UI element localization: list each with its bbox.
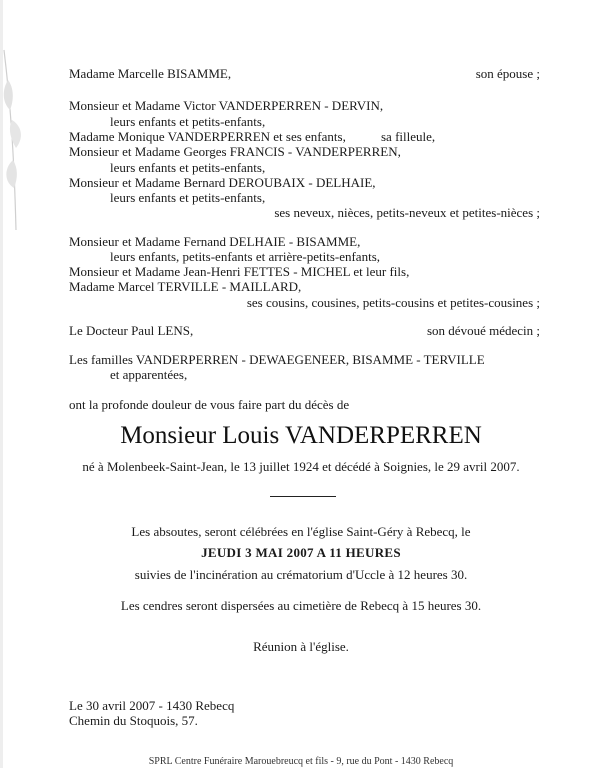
cousin-line: leurs enfants, petits-enfants et arrière-petits-enfants, (110, 249, 380, 264)
nephews-role: ses neveux, nièces, petits-neveux et petites-nièces ; (274, 205, 540, 220)
ceremony-date: JEUDI 3 MAI 2007 A 11 HEURES (201, 545, 401, 560)
cousins-role: ses cousins, cousines, petits-cousins et petites-cousines ; (246, 295, 540, 310)
spouse-name: Madame Marcelle BISAMME, (69, 66, 232, 81)
family-line: leurs enfants et petits-enfants, (110, 114, 266, 129)
ceremony-line: Les absoutes, seront célébrées en l'église Saint-Géry à Rebecq, le (131, 524, 471, 539)
doctor-role: son dévoué médecin ; (427, 323, 540, 338)
family-line: Monsieur et Madame Bernard DEROUBAIX - DELHAIE, (69, 175, 376, 190)
family-line: Monsieur et Madame Victor VANDERPERREN - DERVIN, (69, 98, 384, 113)
signature-date-place: Le 30 avril 2007 - 1430 Rebecq (69, 698, 235, 713)
deceased-name: Monsieur Louis VANDERPERREN (120, 422, 482, 449)
family-line: Madame Monique VANDERPERREN et ses enfants, (69, 129, 346, 144)
cousin-line: Monsieur et Madame Jean-Henri FETTES - MICHEL et leur fils, (69, 264, 410, 279)
leaf-decoration-icon (0, 40, 32, 240)
cousin-line: Monsieur et Madame Fernand DELHAIE - BISAMME, (69, 234, 361, 249)
goddaughter-role: sa filleule, (381, 129, 436, 144)
doctor-name: Le Docteur Paul LENS, (69, 323, 194, 338)
birth-death-dates: né à Molenbeek-Saint-Jean, le 13 juillet 1924 et décédé à Soignies, le 29 avril 2007. (82, 459, 520, 474)
family-line: Monsieur et Madame Georges FRANCIS - VANDERPERREN, (69, 144, 401, 159)
reception-line: Réunion à l'église. (253, 639, 349, 654)
ceremony-line: Les cendres seront dispersées au cimetière de Rebecq à 15 heures 30. (120, 598, 482, 613)
family-line: leurs enfants et petits-enfants, (110, 160, 266, 175)
families-line: et apparentées, (110, 367, 188, 382)
announcement-intro: ont la profonde douleur de vous faire part du décès de (69, 397, 350, 412)
ceremony-line: suivies de l'incinération au crématorium d'Uccle à 12 heures 30. (134, 567, 468, 582)
families-line: Les familles VANDERPERREN - DEWAEGENEER, BISAMME - TERVILLE (69, 352, 485, 367)
funeral-home-footer: SPRL Centre Funéraire Marouebreucq et fils - 9, rue du Pont - 1430 Rebecq (148, 756, 454, 767)
divider (270, 496, 336, 497)
family-line: leurs enfants et petits-enfants, (110, 190, 266, 205)
signature-address: Chemin du Stoquois, 57. (69, 713, 198, 728)
cousin-line: Madame Marcel TERVILLE - MAILLARD, (69, 279, 302, 294)
spouse-role: son épouse ; (475, 66, 540, 81)
